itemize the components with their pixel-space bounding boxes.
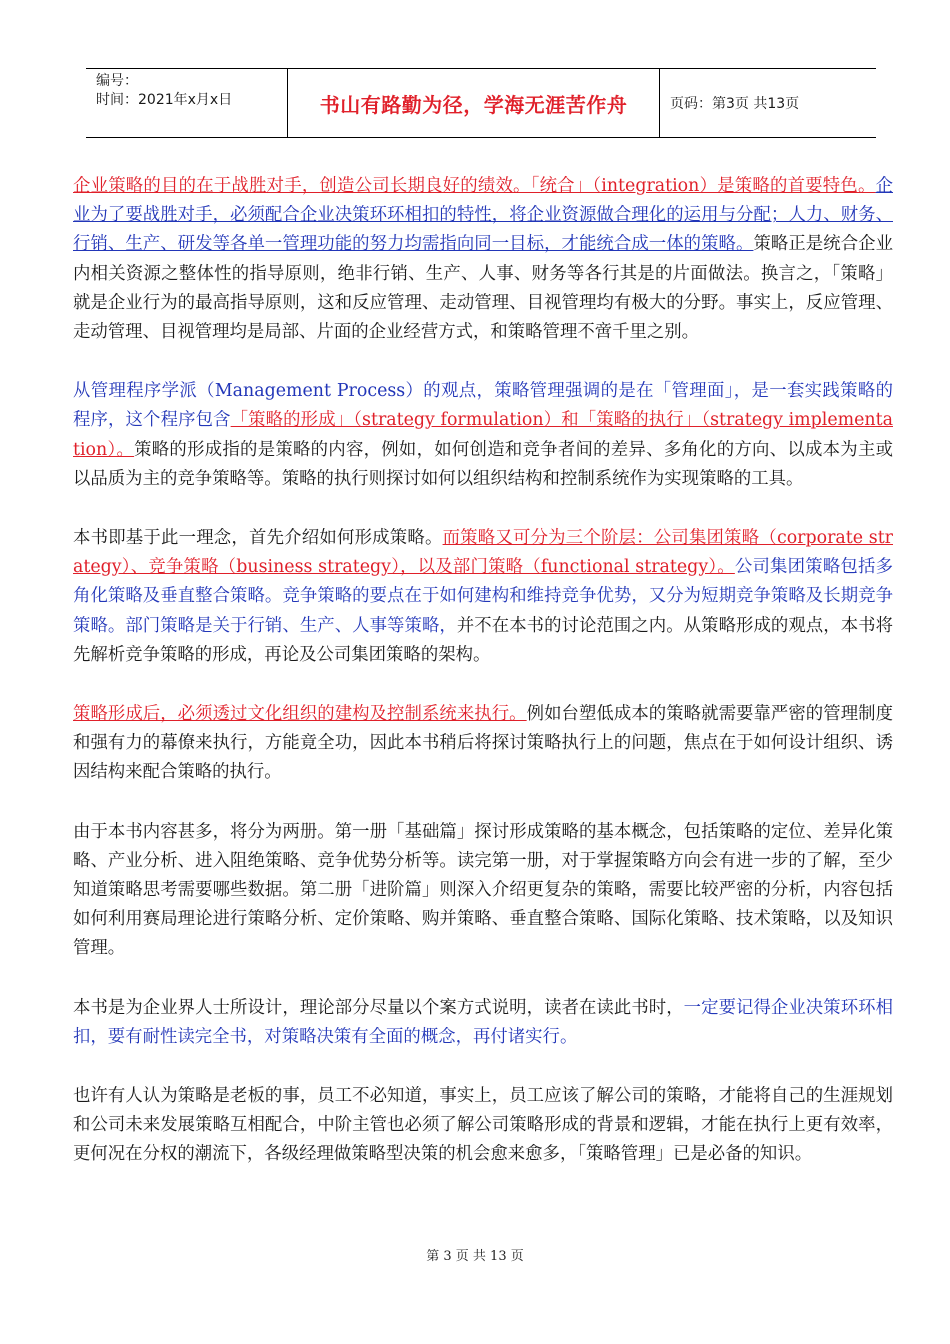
text-run: 公司集团策略包括多角化策略及垂直整合策略。竞争策略的要点在于如何建构和维持竞争优势，又分为短期竞争策略及长期竞争策略。部门策略是关于行销、生产、人事等策略， [73,557,893,636]
header-page-info: 页码：第3页 共13页 [670,96,800,112]
text-run: 企业策略的目的在于战胜对手，创造公司长期良好的绩效。「统合」（integration）是策略的首要特色。 [73,176,876,196]
text-run: 由于本书内容甚多，将分为两册。第一册「基础篇」探讨形成策略的基本概念，包括策略的定位、差异化策略、产业分析、进入阻绝策略、竞争优势分析等。读完第一册，对于掌握策略方向会有进一步的了解，至少知道策略思考需要哪些数据。第二册「进阶篇」则深入介绍更复杂的策略，需要比较严密的分析，内容包括如何利用赛局理论进行策略分析、定价策略、购并策略、垂直整合策略、国际化策略、技术策略，以及知识管理。 [73,821,893,959]
page-header [86,68,876,138]
header-meta [86,69,288,137]
text-run: 本书即基于此一理念，首先介绍如何形成策略。 [73,528,443,549]
text-run: 策略形成后，必须透过文化组织的建构及控制系统来执行。 [73,704,527,725]
text-run: 「策略的形成」（strategy formulation）和「策略的执行」（strategy implementation）。 [73,410,893,460]
paragraph-6 [73,994,893,1052]
header-motto: 书山有路勤为径，学海无涯苦作舟 [288,69,660,137]
paragraph-4 [73,700,893,788]
paragraph-7 [73,1082,893,1170]
text-run: 一定要记得企业决策环环相扣，要有耐性读完全书，对策略决策有全面的概念，再付诸实行。 [73,997,893,1047]
text-run: 也许有人认为策略是老板的事，员工不必知道，事实上，员工应该了解公司的策略，才能将自己的生涯规划和公司未来发展策略互相配合，中阶主管也必须了解公司策略形成的背景和逻辑，才能在执行上更有效率，更何况在分权的潮流下，各级经理做策略型决策的机会愈来愈多，「策略管理」已是必备的知识。 [73,1086,893,1165]
text-run: 策略正是统合企业内相关资源之整体性的指导原则，绝非行销、生产、人事、财务等各行其是的片面做法。换言之，「策略」就是企业行为的最高指导原则，这和反应管理、走动管理、目视管理均有极大的分野。事实上，反应管理、走动管理、目视管理均是局部、片面的企业经营方式，和策略管理不啻千里之别。 [73,234,893,343]
paragraph-1 [73,172,893,347]
date-line: 时间：2021年x月x日 [96,92,233,108]
paragraph-3 [73,524,893,670]
paragraph-5 [73,818,893,964]
number-label: 编号： [96,73,138,89]
text-run: 从管理程序学派（Management Process）的观点，策略管理强调的是在「管理面」，是一套实践策略的程序，这个程序包含 [73,381,893,431]
text-run: 而策略又可分为三个阶层：公司集团策略（corporate strategy）、竞争策略（business strategy），以及部门策略（functional strategy）。 [73,528,893,578]
text-run: 例如台塑低成本的策略就需要靠严密的管理制度和强有力的幕僚来执行，方能竟全功，因此本书稍后将探讨策略执行上的问题，焦点在于如何设计组织、诱因结构来配合策略的执行。 [73,704,893,783]
text-run: 并不在本书的讨论范围之内。从策略形成的观点，本书将先解析竞争策略的形成，再论及公司集团策略的架构。 [73,615,893,665]
text-run: 本书是为企业界人士所设计，理论部分尽量以个案方式说明，读者在读此书时， [73,997,684,1018]
page-footer: 第 3 页 共 13 页 [426,1249,524,1264]
document-body [73,172,893,1200]
text-run: 企业为了要战胜对手，必须配合企业决策环环相扣的特性，将企业资源做合理化的运用与分配；人力、财务、行销、生产、研发等各单一管理功能的努力均需指向同一目标，才能统合成一体的策略。 [73,176,893,255]
text-run: 策略的形成指的是策略的内容，例如，如何创造和竞争者间的差异、多角化的方向、以成本为主或以品质为主的竞争策略等。策略的执行则探讨如何以组织结构和控制系统作为实现策略的工具。 [73,439,893,489]
paragraph-2 [73,377,893,494]
